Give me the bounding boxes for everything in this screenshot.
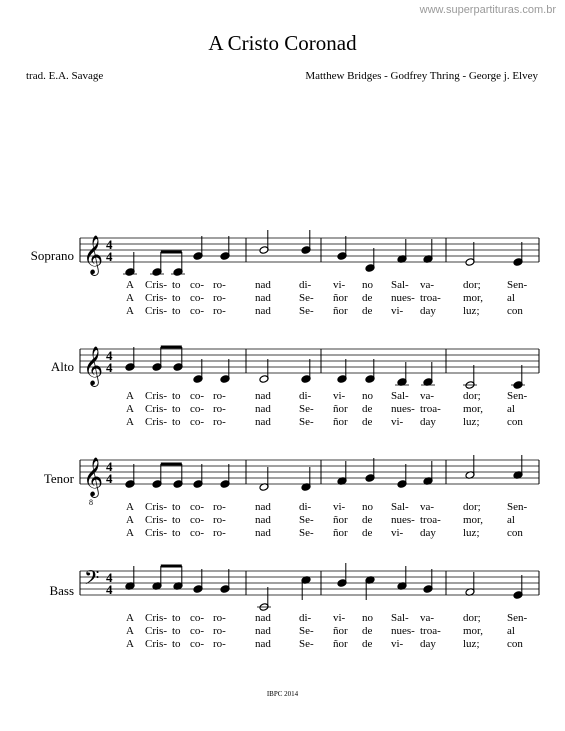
lyric-syllable: Sen- [507,612,528,624]
lyric-syllable: ro- [213,527,226,539]
treble-clef-icon: 𝄞 [83,235,104,275]
lyric-syllable: A [126,292,134,304]
lyric-syllable: co- [190,501,205,513]
time-signature-numerator: 4 [106,237,113,252]
composer-credit: Matthew Bridges - Godfrey Thring - George j. Elvey [305,70,538,82]
lyric-syllable: A [126,612,134,624]
lyric-syllable: nad [255,390,271,402]
time-signature-numerator: 4 [106,459,113,474]
lyric-syllable: nues- [391,292,415,304]
lyric-syllable: nad [255,501,271,513]
lyric-syllable: de [362,305,373,317]
lyric-syllable: dor; [463,279,481,291]
part-label-tenor: Tenor [43,471,74,486]
lyric-syllable: Se- [299,292,314,304]
lyric-syllable: mor, [463,625,484,637]
lyric-syllable: nues- [391,403,415,415]
lyric-syllable: A [126,416,134,428]
lyric-syllable: ñor [333,292,348,304]
lyric-syllable: ro- [213,292,226,304]
lyric-syllable: troa- [420,292,441,304]
lyric-syllable: Se- [299,527,314,539]
lyric-syllable: Sen- [507,501,528,513]
lyric-syllable: nad [255,416,271,428]
lyric-syllable: A [126,514,134,526]
time-signature-numerator: 4 [106,570,113,585]
lyric-syllable: no [362,612,373,624]
lyric-syllable: Cris- [145,625,167,637]
time-signature-numerator: 4 [106,348,113,363]
lyric-syllable: de [362,514,373,526]
lyric-syllable: to [172,305,181,317]
lyric-syllable: al [507,514,515,526]
treble-clef-icon: 𝄞 [83,457,104,497]
lyric-syllable: Se- [299,305,314,317]
lyric-syllable: con [507,527,523,539]
lyric-syllable: ro- [213,403,226,415]
lyric-syllable: di- [299,279,312,291]
lyric-syllable: mor, [463,292,484,304]
lyric-syllable: al [507,403,515,415]
lyric-syllable: to [172,390,181,402]
lyric-syllable: Se- [299,638,314,650]
lyric-syllable: Cris- [145,305,167,317]
lyric-syllable: nues- [391,514,415,526]
lyric-syllable: nad [255,612,271,624]
part-label-bass: Bass [49,583,74,598]
lyric-syllable: day [420,416,436,428]
lyric-syllable: A [126,279,134,291]
lyric-syllable: no [362,279,373,291]
lyric-syllable: Cris- [145,527,167,539]
lyric-syllable: co- [190,612,205,624]
lyric-syllable: vi- [391,416,404,428]
lyric-syllable: A [126,625,134,637]
lyric-syllable: to [172,279,181,291]
lyric-syllable: va- [420,501,435,513]
lyric-syllable: Cris- [145,403,167,415]
lyric-syllable: de [362,416,373,428]
lyric-syllable: day [420,527,436,539]
time-signature-denominator: 4 [106,360,113,375]
lyric-syllable: to [172,612,181,624]
lyric-syllable: Se- [299,625,314,637]
lyric-syllable: Cris- [145,279,167,291]
lyric-syllable: luz; [463,416,480,428]
lyric-syllable: vi- [333,612,346,624]
lyric-syllable: co- [190,390,205,402]
lyric-syllable: A [126,527,134,539]
lyric-syllable: Sen- [507,390,528,402]
lyric-syllable: co- [190,305,205,317]
lyric-syllable: troa- [420,403,441,415]
lyric-syllable: Se- [299,514,314,526]
site-url[interactable]: www.superpartituras.com.br [419,4,556,16]
lyric-syllable: to [172,416,181,428]
lyric-syllable: luz; [463,638,480,650]
lyric-syllable: nues- [391,625,415,637]
lyric-syllable: de [362,292,373,304]
lyric-syllable: nad [255,527,271,539]
lyric-syllable: va- [420,390,435,402]
lyric-syllable: dor; [463,612,481,624]
lyric-syllable: vi- [391,527,404,539]
lyric-syllable: Sal- [391,390,409,402]
lyric-syllable: ro- [213,416,226,428]
lyric-syllable: dor; [463,501,481,513]
lyric-syllable: di- [299,501,312,513]
lyric-syllable: ro- [213,612,226,624]
lyric-syllable: va- [420,612,435,624]
treble-clef-icon: 𝄞 [83,346,104,386]
lyric-syllable: ro- [213,279,226,291]
lyric-syllable: day [420,638,436,650]
lyric-syllable: vi- [391,638,404,650]
lyric-syllable: ñor [333,416,348,428]
lyric-syllable: no [362,501,373,513]
lyric-syllable: ro- [213,514,226,526]
lyric-syllable: Cris- [145,638,167,650]
lyric-syllable: ñor [333,527,348,539]
lyric-syllable: Cris- [145,501,167,513]
lyric-syllable: Cris- [145,292,167,304]
lyric-syllable: vi- [333,501,346,513]
lyric-syllable: mor, [463,514,484,526]
lyric-syllable: de [362,527,373,539]
lyric-syllable: to [172,292,181,304]
lyric-syllable: co- [190,416,205,428]
lyric-syllable: A [126,403,134,415]
lyric-syllable: Cris- [145,514,167,526]
lyric-syllable: Sen- [507,279,528,291]
lyric-syllable: nad [255,279,271,291]
lyric-syllable: nad [255,625,271,637]
lyric-syllable: vi- [333,279,346,291]
lyric-syllable: no [362,390,373,402]
song-title: A Cristo Coronad [208,31,357,55]
lyric-syllable: nad [255,514,271,526]
lyric-syllable: Sal- [391,612,409,624]
lyric-syllable: to [172,638,181,650]
lyric-syllable: con [507,638,523,650]
time-signature-denominator: 4 [106,249,113,264]
lyric-syllable: nad [255,292,271,304]
lyric-syllable: ro- [213,390,226,402]
footer-text: IBPC 2014 [266,690,299,698]
lyric-syllable: troa- [420,625,441,637]
lyric-syllable: to [172,514,181,526]
lyric-syllable: Cris- [145,390,167,402]
lyric-syllable: nad [255,638,271,650]
lyric-syllable: co- [190,292,205,304]
lyric-syllable: vi- [333,390,346,402]
lyric-syllable: Se- [299,416,314,428]
lyric-syllable: Se- [299,403,314,415]
lyric-syllable: day [420,305,436,317]
lyric-syllable: ñor [333,625,348,637]
octave-mark: 8 [89,498,93,507]
lyric-syllable: troa- [420,514,441,526]
time-signature-denominator: 4 [106,471,113,486]
lyric-syllable: ñor [333,638,348,650]
lyric-syllable: co- [190,527,205,539]
lyric-syllable: con [507,416,523,428]
lyric-syllable: Cris- [145,612,167,624]
lyric-syllable: Sal- [391,279,409,291]
lyric-syllable: ñor [333,403,348,415]
lyric-syllable: vi- [391,305,404,317]
lyric-syllable: di- [299,612,312,624]
lyric-syllable: al [507,292,515,304]
lyric-syllable: ñor [333,514,348,526]
lyric-syllable: ñor [333,305,348,317]
lyric-syllable: co- [190,279,205,291]
lyric-syllable: de [362,403,373,415]
time-signature-denominator: 4 [106,582,113,597]
lyric-syllable: A [126,305,134,317]
lyric-syllable: co- [190,638,205,650]
lyric-syllable: co- [190,625,205,637]
lyric-syllable: ro- [213,625,226,637]
lyric-syllable: ro- [213,305,226,317]
lyric-syllable: A [126,390,134,402]
part-label-alto: Alto [50,359,74,374]
lyric-syllable: de [362,638,373,650]
lyric-syllable: nad [255,403,271,415]
lyric-syllable: con [507,305,523,317]
lyric-syllable: co- [190,514,205,526]
lyric-syllable: Cris- [145,416,167,428]
lyric-syllable: luz; [463,527,480,539]
lyric-syllable: A [126,501,134,513]
lyric-syllable: di- [299,390,312,402]
lyric-syllable: al [507,625,515,637]
lyric-syllable: A [126,638,134,650]
lyric-syllable: Sal- [391,501,409,513]
lyric-syllable: to [172,501,181,513]
lyric-syllable: va- [420,279,435,291]
lyric-syllable: to [172,527,181,539]
part-label-soprano: Soprano [30,248,74,263]
bass-clef-icon: 𝄢 [84,566,100,594]
lyric-syllable: to [172,625,181,637]
arranger-credit: trad. E.A. Savage [26,70,104,82]
lyric-syllable: de [362,625,373,637]
lyric-syllable: to [172,403,181,415]
lyric-syllable: dor; [463,390,481,402]
lyric-syllable: luz; [463,305,480,317]
lyric-syllable: ro- [213,501,226,513]
lyric-syllable: nad [255,305,271,317]
lyric-syllable: mor, [463,403,484,415]
lyric-syllable: ro- [213,638,226,650]
lyric-syllable: co- [190,403,205,415]
